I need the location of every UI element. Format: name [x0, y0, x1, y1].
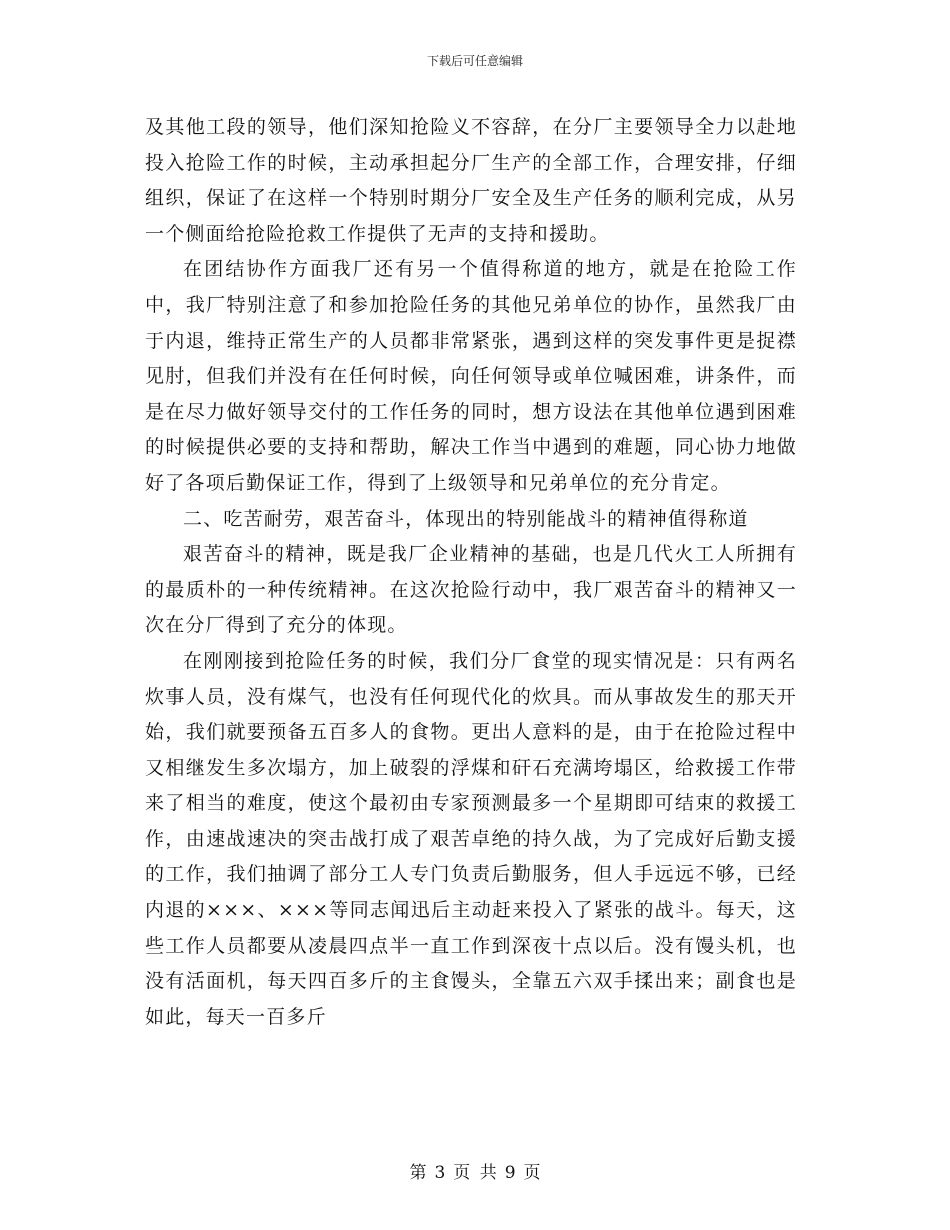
page-footer	[0, 1158, 950, 1183]
page-header-note: 下载后可任意编辑	[426, 54, 523, 68]
paragraph: 在刚刚接到抢险任务的时候，我们分厂食堂的现实情况是：只有两名炊事人员，没有煤气，也没有任何现代化的炊具。而从事故发生的那天开始，我们就要预备五百多人的食物。更出人意料的是，由于在抢险过程中又相继发生多次塌方，加上破裂的浮煤和矸石充满垮塌区，给救援工作带来了相当的难度，使这个最初由专家预测最多一个星期即可结束的救援工作，由速战速决的突击战打成了艰苦卓绝的持久战，为了完成好后勤支援的工作，我们抽调了部分工人专门负责后勤服务，但人手远远不够，已经内退的×××、×××等同志闻迅后主动赶来投入了紧张的战斗。每天，这些工作人员都要从凌晨四点半一直工作到深夜十点以后。没有馒头机，也没有活面机，每天四百多斤的主食馒头，全靠五六双手揉出来；副食也是如此，每天一百多斤	[145, 649, 797, 1028]
paragraph-continued: 及其他工段的领导，他们深知抢险义不容辞，在分厂主要领导全力以赴地投入抢险工作的时候，主动承担起分厂生产的全部工作，合理安排，仔细组织，保证了在这样一个特别时期分厂安全及生产任务的顺利完成，从另一个侧面给抢险抢救工作提供了无声的支持和援助。	[145, 116, 797, 245]
page-number-current: 3	[434, 1163, 446, 1183]
paragraph: 艰苦奋斗的精神，既是我厂企业精神的基础，也是几代火工人所拥有的最质朴的一种传统精神。在这次抢险行动中，我厂艰苦奋斗的精神又一次在分厂得到了充分的体现。	[145, 543, 797, 637]
document-body	[145, 110, 797, 1035]
page-number-suffix: 页	[523, 1163, 541, 1183]
paragraph: 在团结协作方面我厂还有另一个值得称道的地方，就是在抢险工作中，我厂特别注意了和参加抢险任务的其他兄弟单位的协作，虽然我厂由于内退，维持正常生产的人员都非常紧张，遇到这样的突发事件更是捉襟见肘，但我们并没有在任何时候，向任何领导或单位喊困难，讲条件，而是在尽力做好领导交付的工作任务的同时，想方设法在其他单位遇到困难的时候提供必要的支持和帮助，解决工作当中遇到的难题，同心协力地做好了各项后勤保证工作，得到了上级领导和兄弟单位的充分肯定。	[145, 258, 797, 494]
page-number-prefix: 第	[409, 1163, 427, 1183]
page-number-middle: 页 共	[453, 1163, 497, 1183]
page-number-total: 9	[504, 1163, 516, 1183]
section-heading: 二、吃苦耐劳，艰苦奋斗，体现出的特别能战斗的精神值得称道	[183, 507, 749, 530]
